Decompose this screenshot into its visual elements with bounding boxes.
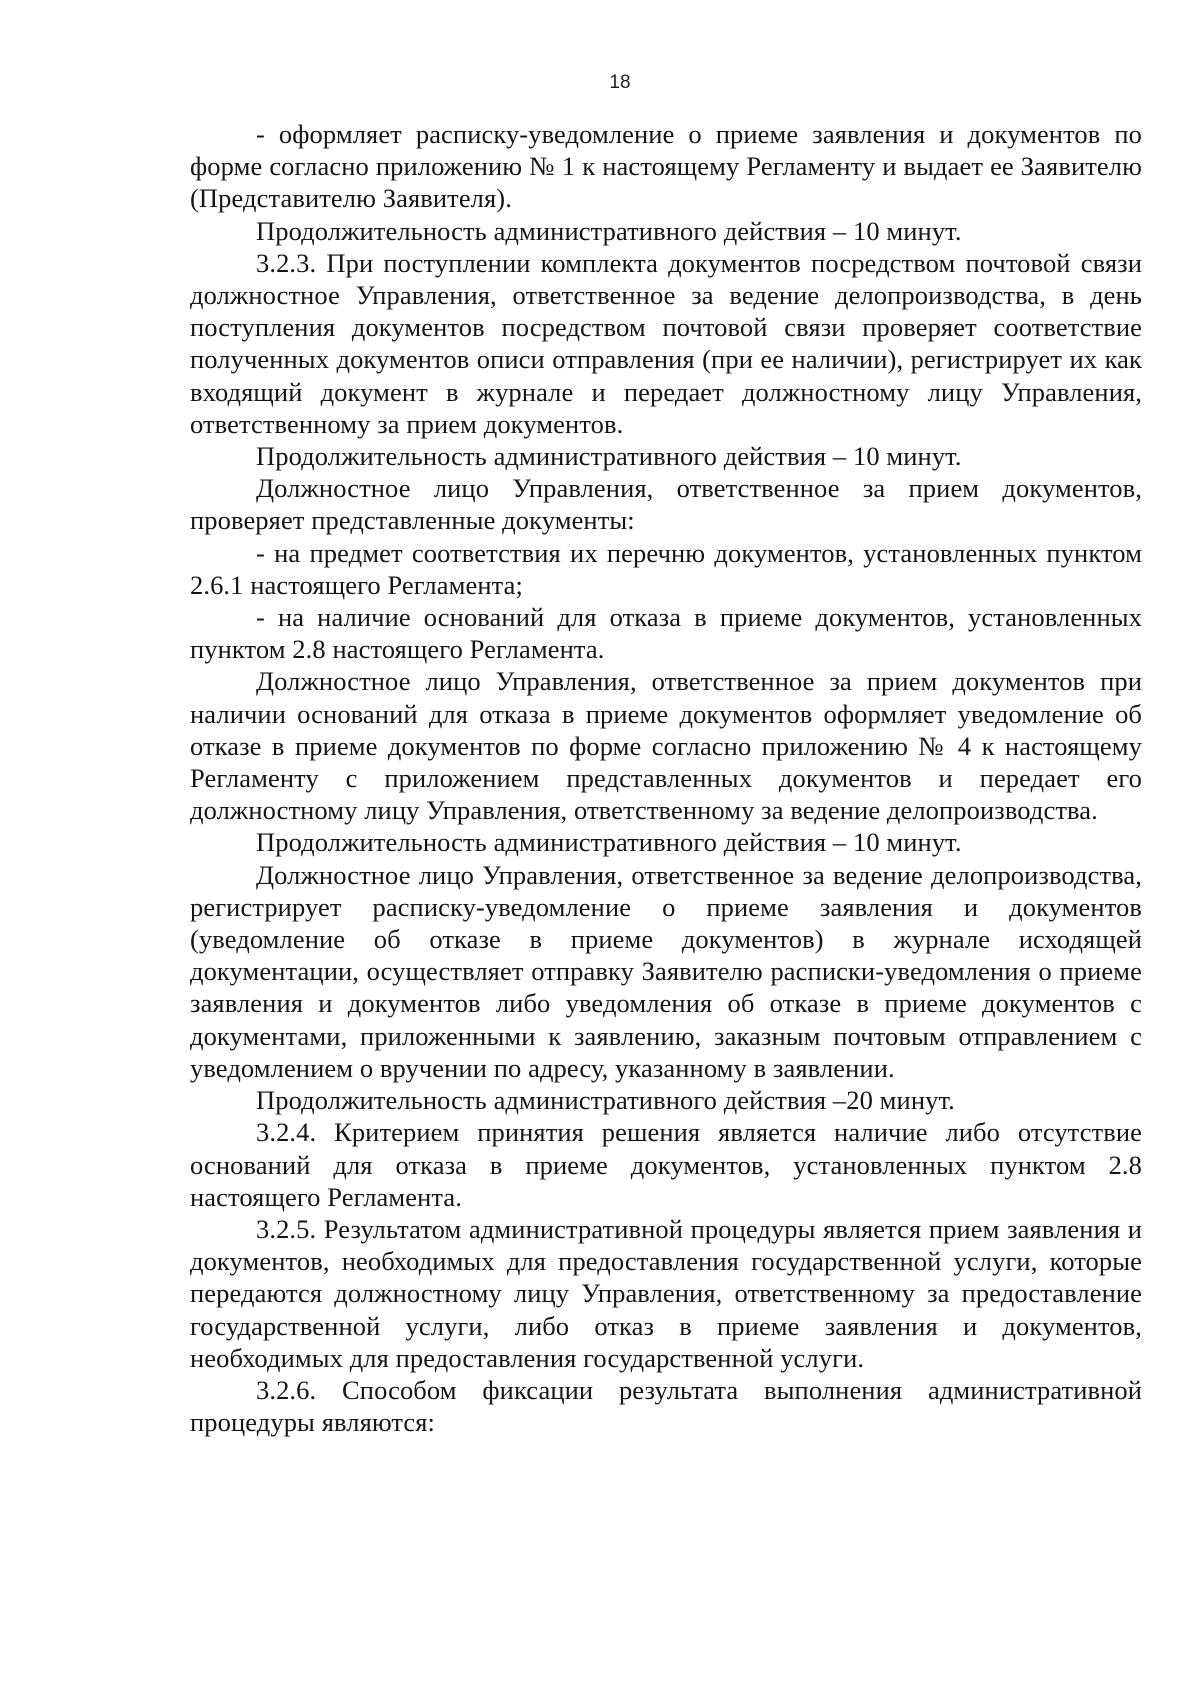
paragraph-duration-4: Продолжительность административного действия –20 минут. — [256, 1085, 955, 1116]
paragraph-receipt-notice: - оформляет расписку-уведомление о приеме заявления и документов по форме согласно приложению № 1 к настоящему Регламенту и выдает ее Заявителю (Представителю Заявителя). — [190, 119, 1142, 214]
paragraph-3-2-3: 3.2.3. При поступлении комплекта документов посредством почтовой связи должностное Управления, ответственное за ведение делопроизводства, в день поступления документов посредством почтовой связи проверяет соответствие полученных документов описи отправления (при ее наличии), регистрирует их как входящий документ в журнале и передает должностному лицу Управления, ответственному за прием документов. — [190, 247, 1142, 439]
paragraph-duration-1: Продолжительность административного действия – 10 минут. — [256, 215, 962, 246]
paragraph-3-2-6: 3.2.6. Способом фиксации результата выполнения административной процедуры являются: — [190, 1374, 1142, 1438]
paragraph-official-checks: Должностное лицо Управления, ответственное за прием документов, проверяет представленные документы: — [190, 473, 1142, 536]
page-number: 18 — [609, 72, 631, 93]
paragraph-check-list-compliance: - на предмет соответствия их перечню документов, установленных пунктом 2.6.1 настоящего Регламента; — [190, 537, 1142, 600]
paragraph-refusal-notice: Должностное лицо Управления, ответственное за прием документов при наличии оснований для отказа в приеме документов оформляет уведомление об отказе в приеме документов по форме согласно приложению № 4 к настоящему Регламенту с приложением представленных документов и передает его должностному лицу Управления, ответственному за ведение делопроизводства. — [190, 666, 1142, 826]
paragraph-check-refusal-grounds: - на наличие оснований для отказа в приеме документов, установленных пунктом 2.8 настоящего Регламента. — [190, 602, 1142, 665]
paragraph-3-2-4: 3.2.4. Критерием принятия решения является наличие либо отсутствие оснований для отказа в приеме документов, установленных пунктом 2.8 настоящего Регламента. — [190, 1117, 1142, 1212]
paragraph-duration-2: Продолжительность административного действия – 10 минут. — [256, 441, 962, 472]
document-body — [190, 118, 1142, 1438]
paragraph-registration-and-dispatch: Должностное лицо Управления, ответственное за ведение делопроизводства, регистрирует расписку-уведомление о приеме заявления и документов (уведомление об отказе в приеме документов) в журнале исходящей документации, осуществляет отправку Заявителю расписки-уведомления о приеме заявления и документов либо уведомления об отказе в приеме документов с документами, приложенными к заявлению, заказным почтовым отправлением с уведомлением о вручении по адресу, указанному в заявлении. — [190, 859, 1142, 1083]
paragraph-duration-3: Продолжительность административного действия – 10 минут. — [256, 827, 962, 858]
paragraph-3-2-5: 3.2.5. Результатом административной процедуры является прием заявления и документов, необходимых для предоставления государственной услуги, которые передаются должностному лицу Управления, ответственному за предоставление государственной услуги, либо отказ в приеме заявления и документов, необходимых для предоставления государственной услуги. — [190, 1213, 1142, 1373]
